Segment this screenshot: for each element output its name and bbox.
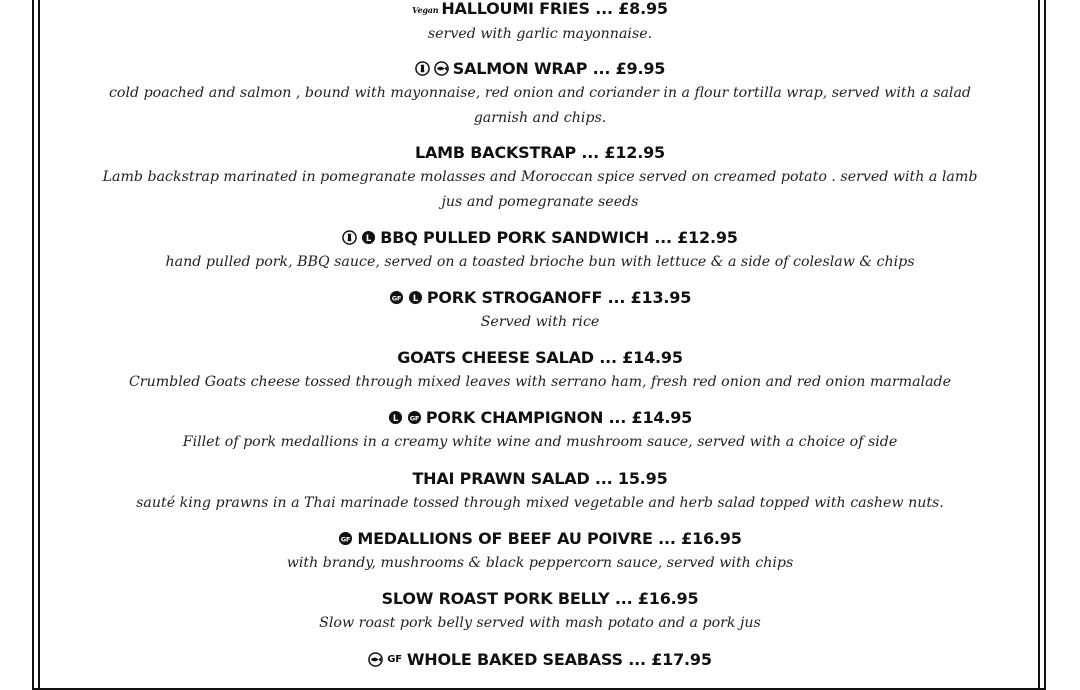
- menu-item-title: L BBQ PULLED PORK SANDWICH ... £12.95: [90, 226, 990, 250]
- menu-item-title: GF MEDALLIONS OF BEEF AU POIVRE ... £16.95: [90, 527, 990, 551]
- menu-item-whole-baked-seabass: [90, 648, 990, 672]
- menu-list: [90, 0, 990, 675]
- menu-item-title: LAMB BACKSTRAP ... £12.95: [415, 143, 665, 162]
- menu-item-medallions-of-beef: [90, 527, 990, 576]
- svg-text:L: L: [412, 292, 418, 303]
- svg-text:GF: GF: [409, 413, 420, 422]
- menu-item-title: SLOW ROAST PORK BELLY ... £16.95: [381, 589, 699, 608]
- menu-item-slow-roast-pork-belly: [90, 587, 990, 636]
- menu-item-title: GOATS CHEESE SALAD ... £14.95: [397, 348, 683, 367]
- svg-text:GF: GF: [391, 293, 402, 302]
- lactose-icon: [361, 225, 376, 249]
- fish-icon: [368, 647, 383, 671]
- svg-text:L: L: [366, 232, 372, 243]
- dairy-icon: [342, 225, 357, 249]
- gluten-free-icon: [389, 285, 404, 309]
- gluten-free-icon: [338, 526, 353, 550]
- menu-item-goats-cheese-salad: [90, 346, 990, 395]
- gluten-free-icon: [407, 405, 422, 429]
- lactose-icon: [408, 285, 423, 309]
- menu-item-pork-champignon: [90, 406, 990, 455]
- menu-item-description: Served with rice: [480, 314, 600, 330]
- menu-item-halloumi-fries: [90, 0, 990, 47]
- menu-item-description: Slow roast pork belly served with mash potato and a pork jus: [319, 615, 761, 631]
- menu-item-description: Crumbled Goats cheese tossed through mixed leaves with serrano ham, fresh red onion and red onion marmalade: [128, 374, 952, 390]
- menu-item-pork-stroganoff: [90, 286, 990, 335]
- svg-text:GF: GF: [341, 534, 351, 543]
- menu-item-salmon-wrap: [90, 57, 990, 131]
- menu-item-title: SALMON WRAP ... £9.95: [90, 57, 990, 81]
- menu-item-description: sauté king prawns in a Thai marinade tossed through mixed vegetable and herb salad topped with cashew nuts.: [136, 495, 944, 511]
- menu-item-description: served with garlic mayonnaise.: [427, 26, 653, 42]
- menu-item-description: cold poached and salmon , bound with mayonnaise, red onion and coriander in a flour tortilla wrap, served with a salad garnish and chips.: [108, 85, 972, 126]
- gluten-free-text-icon: GF: [387, 653, 402, 665]
- dairy-icon: [415, 56, 430, 80]
- menu-item-title: Vegan HALLOUMI FRIES ... £8.95: [412, 0, 668, 18]
- menu-item-description: with brandy, mushrooms & black peppercorn sauce, served with chips: [286, 555, 794, 571]
- menu-item-description: Lamb backstrap marinated in pomegranate molasses and Moroccan spice served on creamed potato . served with a lamb jus and pomegranate seeds: [102, 169, 978, 210]
- menu-item-title: GF L PORK STROGANOFF ... £13.95: [90, 286, 990, 310]
- menu-item-title: GF WHOLE BAKED SEABASS ... £17.95: [90, 648, 990, 672]
- menu-item-title: THAI PRAWN SALAD ... 15.95: [412, 469, 668, 488]
- menu-item-title: L GF PORK CHAMPIGNON ... £14.95: [90, 406, 990, 430]
- menu-item-lamb-backstrap: [90, 141, 990, 215]
- menu-item-description: hand pulled pork, BBQ sauce, served on a toasted brioche bun with lettuce & a side of coleslaw & chips: [165, 254, 915, 270]
- menu-item-bbq-pulled-pork-sandwich: [90, 226, 990, 275]
- svg-text:L: L: [392, 412, 398, 423]
- vegan-icon: Vegan: [412, 4, 439, 15]
- menu-item-thai-prawn-salad: [90, 467, 990, 516]
- fish-icon: [434, 56, 449, 80]
- menu-item-description: Fillet of pork medallions in a creamy white wine and mushroom sauce, served with a choice of side: [182, 434, 898, 450]
- lactose-icon: [388, 405, 403, 429]
